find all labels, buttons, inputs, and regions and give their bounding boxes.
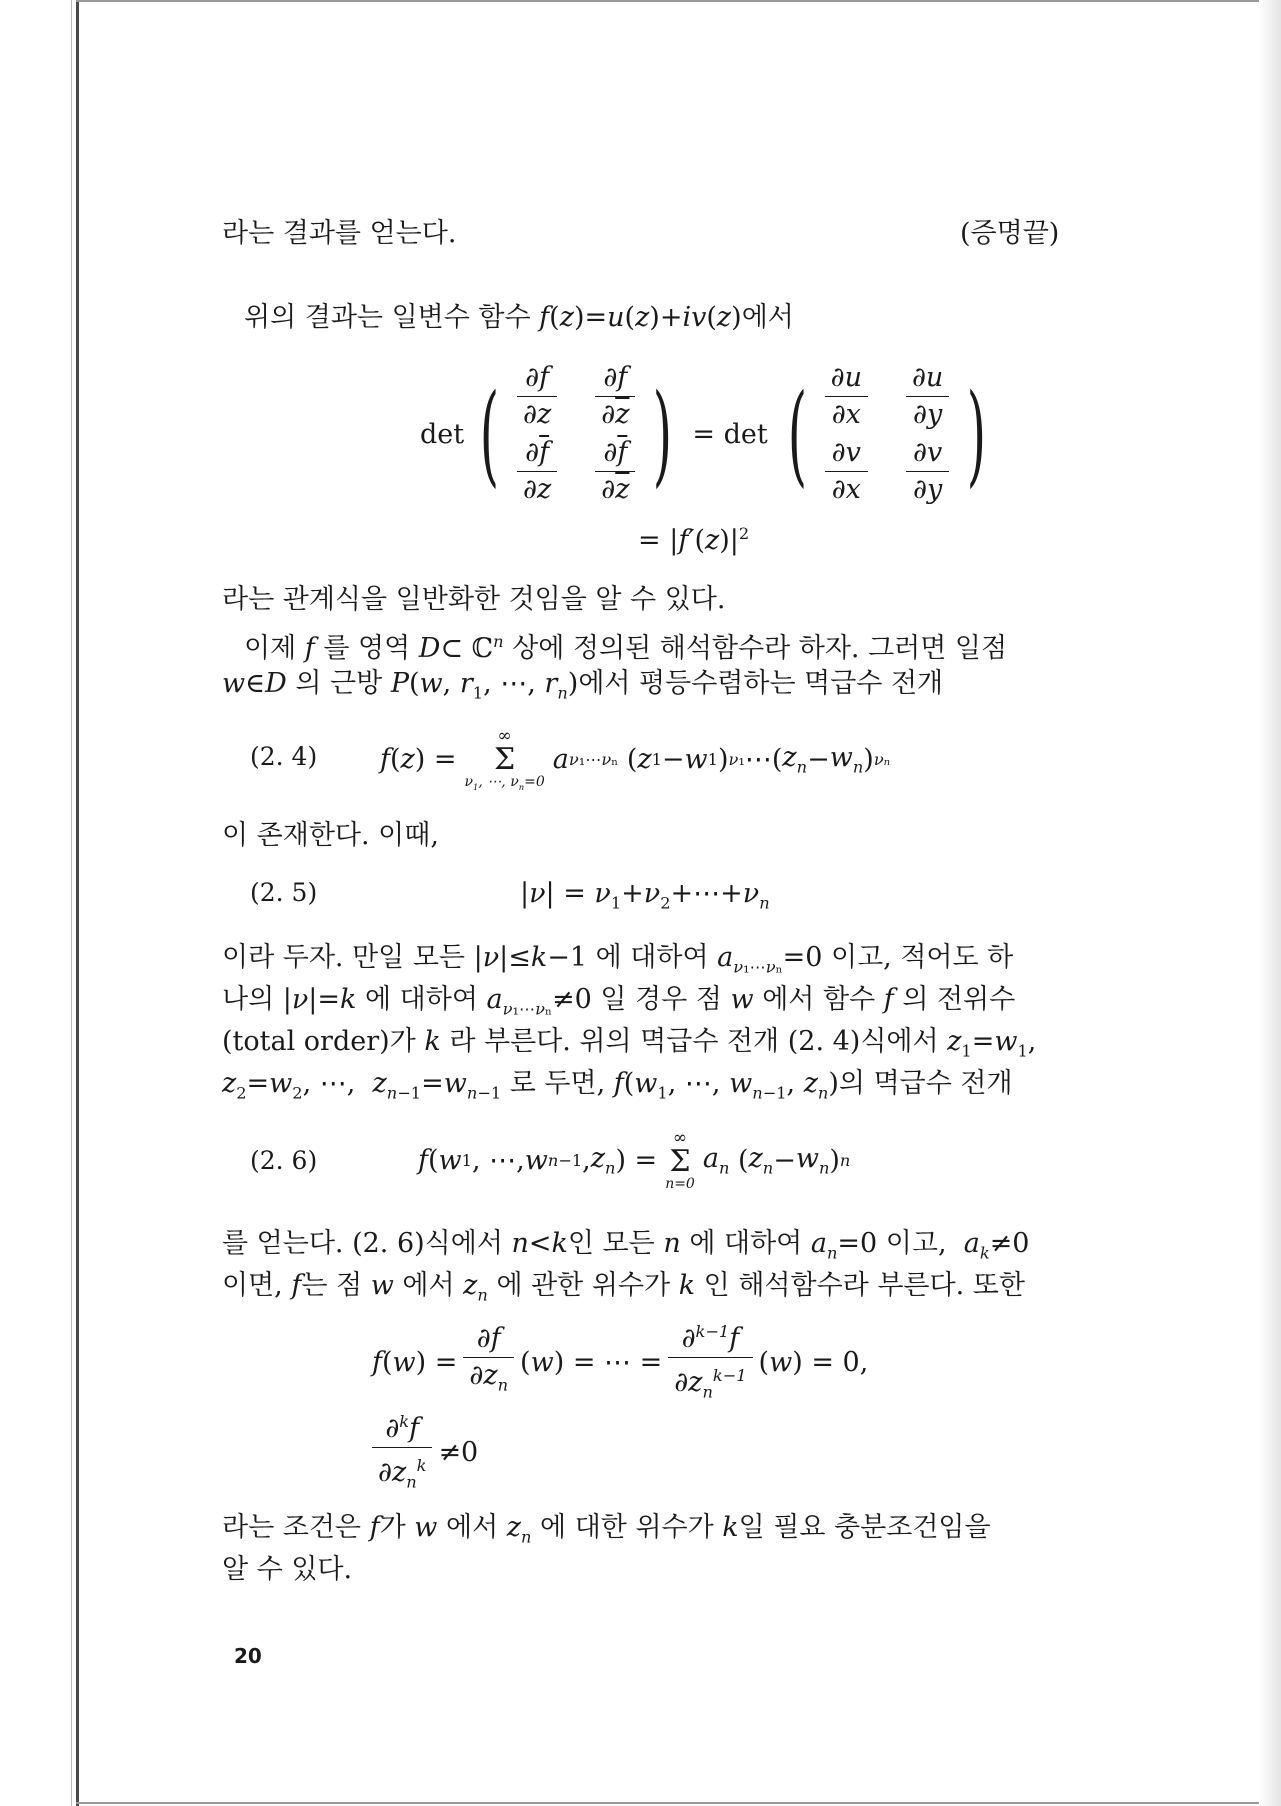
sum-operator: ∞ Σ $\nu_1$, ⋯, $\nu_n=0$ — [464, 726, 545, 792]
line-text: 에 대한 위수가 — [540, 1512, 714, 1543]
line-text: 이면, — [222, 1270, 283, 1301]
equation-2-6: f ( w 1 , ⋯, w n−1 , $z_n$ ) = ∞ Σ n=0 $a_n$ ( $z_n$ − $w_n$ ) n — [418, 1128, 851, 1192]
line-text: 위의 결과는 일변수 함수 — [244, 302, 531, 333]
line-text: 를 얻는다. — [222, 1228, 344, 1259]
line-text: 를 영역 — [323, 633, 411, 664]
equals-det-label: = det — [692, 418, 768, 450]
scan-edge-bottom — [76, 1802, 1281, 1804]
line-text: 인 해석함수라 부른다. 또한 — [703, 1270, 1025, 1301]
line-text: 인 모든 — [567, 1228, 655, 1259]
line-text: 에서 — [741, 302, 794, 333]
scan-edge-shadow — [71, 0, 72, 1806]
line-text: 이제 — [244, 633, 297, 664]
text-line: 이면, f는 점 w 에서 $z_n$ 에 관한 위수가 k 인 해석함수라 부른다. 또한 — [222, 1270, 1025, 1305]
text-line: 이제 f 를 영역 D⊂ ℂ$^n$ 상에 정의된 해석함수라 하자. 그러면 일점 — [244, 632, 1008, 664]
text-line: 이라 두자. 만일 모든 |ν|≤k−1 에 대하여 $a_{\nu_1\cdots\nu_n}=0$ 이고, 적어도 하 — [222, 942, 1014, 977]
text-line: (total order)가 k 라 부른다. 위의 멱급수 전개 (2. 4)식에서 $z_1=w_1$, — [222, 1026, 1037, 1061]
line-text: 는 점 — [301, 1270, 363, 1301]
line-text: 이 존재한다. 이때, — [222, 820, 439, 851]
line-text: 에 관한 위수가 — [496, 1270, 671, 1301]
line-text: 라 부른다. 위의 멱급수 전개 — [449, 1026, 780, 1057]
line-text: 의 근방 — [295, 668, 383, 699]
line-text: 에 대하여 — [364, 984, 478, 1015]
equation-2-4: f ( z ) = ∞ Σ $\nu_1$, ⋯, $\nu_n=0$ a ν₁⋯νₙ ( z 1 − w 1 ) ν₁ ⋯( $z_n$ − $w_n$ ) νₙ — [380, 726, 891, 792]
text-line: 라는 조건은 f가 w 에서 $z_n$ 에 대한 위수가 k일 필요 충분조건임을 — [222, 1512, 991, 1547]
line-text: 일 경우 점 — [600, 984, 722, 1015]
equation-number: (2. 6) — [250, 1146, 318, 1175]
jacobian-equation — [420, 362, 998, 506]
scan-edge — [76, 0, 79, 1806]
equation-number: (2. 4) — [250, 742, 318, 771]
line-text: 라는 관계식을 일반화한 것임을 알 수 있다. — [222, 584, 726, 615]
line-text: 이고, — [885, 1228, 947, 1259]
line-text: 라는 조건은 — [222, 1512, 361, 1543]
bracket: ) — [653, 370, 673, 498]
text-line: $z_2=w_2$, ⋯, $z_{n-1}=w_{n-1}$ 로 두면, $f(w_1$, ⋯, $w_{n-1}$, $z_n$)의 멱급수 전개 — [222, 1068, 1013, 1103]
inline-math: f(z)=u(z)+iv(z) — [539, 302, 742, 333]
line-text: 에 대하여 — [689, 1228, 803, 1259]
matrix-right: ( $\frac{\partial u}{\partial x}$ $\frac{\partial u}{\partial y}$ $\frac{\partial v}{\partial x}$ $\frac{\partial v}{\partial y}$ ) — [787, 362, 987, 505]
text-line — [222, 1552, 352, 1588]
proof-end-text: (증명끝) — [960, 218, 1060, 249]
text-line: 를 얻는다. (2. 6)식에서 n<k인 모든 n 에 대하여 $a_n=0$ 이고, $a_k\ne 0$ — [222, 1228, 1030, 1263]
scan-edge-top — [76, 0, 1281, 2]
text-line: 나의 |ν|=k 에 대하여 $a_{\nu_1\cdots\nu_n}\ne 0$ 일 경우 점 w 에서 함수 f 의 전위수 — [222, 984, 1016, 1019]
sum-operator: ∞ Σ n=0 — [665, 1128, 695, 1192]
line-text: 가 — [379, 1512, 406, 1543]
text-line: w∈D 의 근방 P(w, $r_1$, ⋯, $r_n$)에서 평등수렴하는 멱급수 전개 — [222, 668, 944, 703]
matrix-left: ( $\frac{\partial f}{\partial z}$ $\frac{\partial f}{\partial\overline{z}}$ $\frac{\partial\overline{f}}{\partial z}$ $\frac{\partial\overline{f}}{\partial\overline{z}}$ ) — [479, 362, 673, 505]
line-text: 이라 두자. 만일 모든 — [222, 942, 465, 973]
line-text: 에서 평등수렴하는 멱급수 전개 — [578, 668, 944, 699]
line-text: (2. 4)식에서 — [787, 1026, 939, 1057]
equation-number: (2. 5) — [250, 878, 318, 907]
line-text: 의 전위수 — [902, 984, 1016, 1015]
line-text: 로 두면, — [509, 1068, 606, 1099]
line-text: 의 멱급수 전개 — [838, 1068, 1013, 1099]
page-curl-shadow — [1259, 0, 1281, 1806]
line-text: 일 필요 충분조건임을 — [738, 1512, 991, 1543]
line-text: 이고, 적어도 하 — [831, 942, 1014, 973]
line-text: 에서 함수 — [762, 984, 876, 1015]
bracket: ( — [479, 370, 500, 498]
line-text: (2. 6)식에서 — [352, 1228, 503, 1259]
nonzero-condition-equation: $\frac{\partial^kf}{\partial z_n^k}$ ≠0 — [372, 1406, 478, 1498]
det-label: det — [420, 418, 465, 450]
page-number: 20 — [234, 1644, 262, 1668]
proof-end-mark — [960, 216, 1059, 252]
line-text: 상에 정의된 해석함수라 하자. 그러면 일점 — [512, 633, 1008, 664]
bracket: ) — [967, 370, 987, 498]
line-text: 에서 — [446, 1512, 499, 1543]
line-text: 나의 — [222, 984, 275, 1015]
text-line — [222, 582, 725, 618]
bracket: ( — [787, 370, 807, 498]
modulus-equation: = $|f'(z)|^2$ — [638, 524, 750, 556]
line-text: 에서 — [402, 1270, 455, 1301]
line-text: (total order)가 — [222, 1026, 416, 1057]
derivative-condition-equation: f ( w ) = $\frac{\partial f}{\partial z_n}$ ( w ) = ⋯ = $\frac{\partial^{k-1}f}{\partial z_n^{k-1}}$ ( w ) = 0, — [372, 1316, 868, 1408]
line-text: 알 수 있다. — [222, 1554, 353, 1585]
line-text: 에 대하여 — [595, 942, 709, 973]
text-line — [222, 216, 456, 252]
text-line — [222, 818, 439, 854]
text-line — [244, 300, 794, 336]
equation-2-5: $|\nu| = \nu_1+\nu_2+\cdots+\nu_n$ — [520, 878, 770, 913]
line-text: 라는 결과를 얻는다. — [222, 218, 457, 249]
